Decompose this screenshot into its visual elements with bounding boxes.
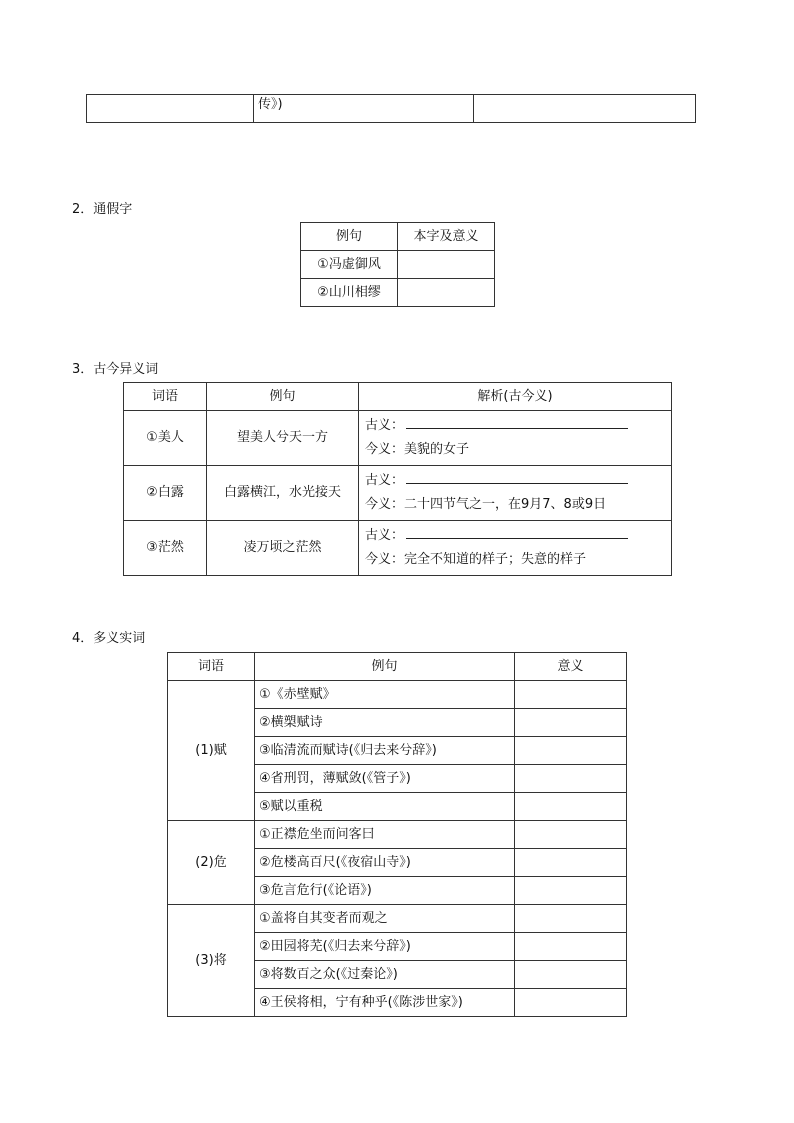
gujin-word: ③茫然 [124, 521, 207, 576]
duoyi-example: ①盖将自其变者而观之 [255, 905, 515, 933]
duoyi-example: ④王侯将相，宁有种乎(《陈涉世家》) [255, 989, 515, 1017]
header-sentence: 例句 [207, 383, 359, 411]
ancient-label: 古义： [365, 418, 405, 433]
duoyi-word: (1)赋 [168, 681, 255, 821]
ancient-blank[interactable] [406, 525, 628, 539]
duoyi-example: ①正襟危坐而问客曰 [255, 821, 515, 849]
tongjia-sentence: ②山川相缪 [301, 279, 398, 307]
duoyi-table [167, 652, 627, 1017]
duoyi-meaning[interactable] [515, 765, 627, 793]
duoyi-meaning[interactable] [515, 961, 627, 989]
duoyi-meaning[interactable] [515, 709, 627, 737]
duoyi-meaning[interactable] [515, 933, 627, 961]
duoyi-example: ④省刑罚，薄赋敛(《管子》) [255, 765, 515, 793]
gujin-sentence: 望美人兮天一方 [207, 411, 359, 466]
duoyi-meaning[interactable] [515, 849, 627, 877]
duoyi-example: ②田园将芜(《归去来兮辞》) [255, 933, 515, 961]
gujin-word: ①美人 [124, 411, 207, 466]
gujin-analysis [359, 411, 672, 466]
section3-heading: 3．古今异义词 [72, 362, 159, 377]
duoyi-meaning[interactable] [515, 821, 627, 849]
top-table [86, 94, 696, 123]
duoyi-meaning[interactable] [515, 737, 627, 765]
duoyi-meaning[interactable] [515, 681, 627, 709]
ancient-label: 古义： [365, 528, 405, 543]
tongjia-meaning [398, 251, 495, 279]
gujin-word: ②白露 [124, 466, 207, 521]
ancient-line [365, 469, 667, 493]
modern-meaning: 完全不知道的样子；失意的样子 [404, 552, 587, 567]
tongjia-meaning [398, 279, 495, 307]
ancient-line [365, 524, 667, 548]
header-word: 词语 [168, 653, 255, 681]
gujin-sentence: 白露横江，水光接天 [207, 466, 359, 521]
gujin-analysis [359, 466, 672, 521]
modern-label: 今义： [365, 497, 405, 512]
modern-line [365, 548, 667, 572]
modern-meaning: 二十四节气之一，在9月7、8或9日 [404, 497, 607, 512]
duoyi-example: ③危言危行(《论语》) [255, 877, 515, 905]
duoyi-meaning[interactable] [515, 989, 627, 1017]
header-sentence: 例句 [255, 653, 515, 681]
tongjia-table [300, 222, 495, 307]
header-meaning: 本字及意义 [398, 223, 495, 251]
header-meaning: 意义 [515, 653, 627, 681]
gujin-sentence: 凌万顷之茫然 [207, 521, 359, 576]
modern-label: 今义： [365, 442, 405, 457]
gujin-analysis [359, 521, 672, 576]
duoyi-example: ②危楼高百尺(《夜宿山寺》) [255, 849, 515, 877]
duoyi-example: ③将数百之众(《过秦论》) [255, 961, 515, 989]
ancient-blank[interactable] [406, 470, 628, 484]
top-cell-1 [87, 95, 254, 123]
duoyi-meaning[interactable] [515, 905, 627, 933]
header-analysis: 解析(古今义) [359, 383, 672, 411]
duoyi-example: ②横槊赋诗 [255, 709, 515, 737]
duoyi-example: ①《赤壁赋》 [255, 681, 515, 709]
ancient-blank[interactable] [406, 415, 628, 429]
duoyi-meaning[interactable] [515, 877, 627, 905]
modern-label: 今义： [365, 552, 405, 567]
duoyi-word: (3)将 [168, 905, 255, 1017]
section4-heading: 4．多义实词 [72, 631, 146, 646]
duoyi-meaning[interactable] [515, 793, 627, 821]
gujin-table [123, 382, 672, 576]
duoyi-example: ⑤赋以重税 [255, 793, 515, 821]
modern-line [365, 438, 667, 462]
duoyi-word: (2)危 [168, 821, 255, 905]
modern-line [365, 493, 667, 517]
ancient-line [365, 414, 667, 438]
top-cell-3 [474, 95, 696, 123]
tongjia-sentence: ①冯虚御风 [301, 251, 398, 279]
top-cell-2: 传》) [254, 95, 474, 123]
modern-meaning: 美貌的女子 [404, 442, 470, 457]
header-word: 词语 [124, 383, 207, 411]
duoyi-example: ③临清流而赋诗(《归去来兮辞》) [255, 737, 515, 765]
header-sentence: 例句 [301, 223, 398, 251]
ancient-label: 古义： [365, 473, 405, 488]
section2-heading: 2．通假字 [72, 202, 133, 217]
